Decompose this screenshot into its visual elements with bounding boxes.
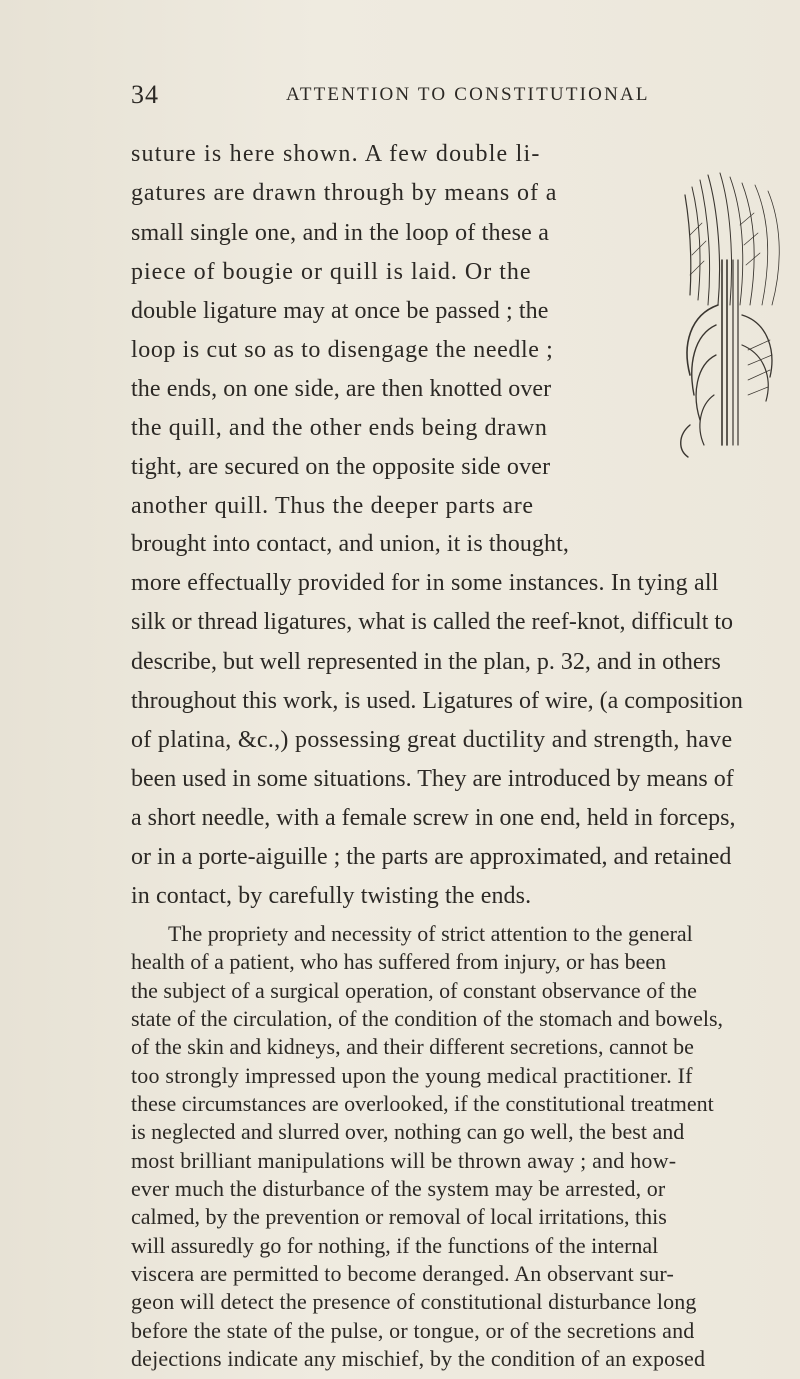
text-line-17: been used in some situations. They are introduced by means of bbox=[131, 766, 734, 792]
text-line-3: small single one, and in the loop of these a bbox=[131, 220, 550, 246]
text-line-7: the ends, on one side, are then knotted over bbox=[131, 376, 552, 402]
page-number: 34 bbox=[131, 80, 159, 109]
text-line-28: is neglected and slurred over, nothing can go well, the best and bbox=[131, 1119, 685, 1145]
text-line-21: The propriety and necessity of strict attention to the general bbox=[168, 921, 693, 946]
text-line-30: ever much the disturbance of the system may be arrested, or bbox=[131, 1176, 666, 1201]
text-line-26: too strongly impressed upon the young medical practitioner. If bbox=[131, 1062, 693, 1088]
text-line-27: these circumstances are overlooked, if the constitutional treatment bbox=[131, 1091, 714, 1116]
text-line-13: silk or thread ligatures, what is called the reef-knot, difficult to bbox=[131, 609, 734, 635]
text-line-12: more effectually provided for in some instances. In tying all bbox=[131, 570, 719, 596]
text-line-5: double ligature may at once be passed ; the bbox=[131, 298, 549, 324]
page-header bbox=[131, 80, 681, 116]
text-line-14: describe, but well represented in the plan, p. 32, and in others bbox=[131, 649, 721, 675]
text-line-24: state of the circulation, of the condition of the stomach and bowels, bbox=[131, 1006, 724, 1031]
text-line-4: piece of bougie or quill is laid. Or the bbox=[131, 259, 532, 285]
text-line-34: geon will detect the presence of constitutional disturbance long bbox=[131, 1289, 697, 1315]
text-line-33: viscera are permitted to become deranged. An observant sur- bbox=[131, 1261, 674, 1286]
text-line-20: in contact, by carefully twisting the ends. bbox=[131, 883, 532, 909]
suture-illustration-icon bbox=[630, 165, 798, 465]
text-line-25: of the skin and kidneys, and their different secretions, cannot be bbox=[131, 1034, 694, 1060]
text-line-22: health of a patient, who has suffered from injury, or has been bbox=[131, 949, 667, 975]
text-line-29: most brilliant manipulations will be thrown away ; and how- bbox=[131, 1147, 677, 1173]
text-line-35: before the state of the pulse, or tongue, or of the secretions and bbox=[131, 1317, 695, 1343]
text-line-11: brought into contact, and union, it is thought, bbox=[131, 531, 569, 557]
text-line-9: tight, are secured on the opposite side over bbox=[131, 454, 551, 480]
text-line-16: of platina, &c.,) possessing great ductility and strength, have bbox=[131, 727, 733, 753]
text-line-18: a short needle, with a female screw in one end, held in forceps, bbox=[131, 805, 736, 831]
text-line-19: or in a porte-aiguille ; the parts are approximated, and retained bbox=[131, 844, 732, 870]
text-line-36: dejections indicate any mischief, by the condition of an exposed bbox=[131, 1346, 706, 1371]
text-line-6: loop is cut so as to disengage the needle ; bbox=[131, 337, 554, 363]
running-head: ATTENTION TO CONSTITUTIONAL bbox=[286, 84, 650, 105]
text-line-2: gatures are drawn through by means of a bbox=[131, 180, 558, 206]
text-line-23: the subject of a surgical operation, of constant observance of the bbox=[131, 977, 697, 1003]
text-line-15: throughout this work, is used. Ligatures of wire, (a composition bbox=[131, 688, 743, 714]
text-line-8: the quill, and the other ends being drawn bbox=[131, 415, 548, 441]
text-line-10: another quill. Thus the deeper parts are bbox=[131, 493, 534, 519]
text-line-1: suture is here shown. A few double li- bbox=[131, 141, 541, 167]
text-line-32: will assuredly go for nothing, if the functions of the internal bbox=[131, 1232, 659, 1258]
text-line-31: calmed, by the prevention or removal of local irritations, this bbox=[131, 1204, 667, 1230]
